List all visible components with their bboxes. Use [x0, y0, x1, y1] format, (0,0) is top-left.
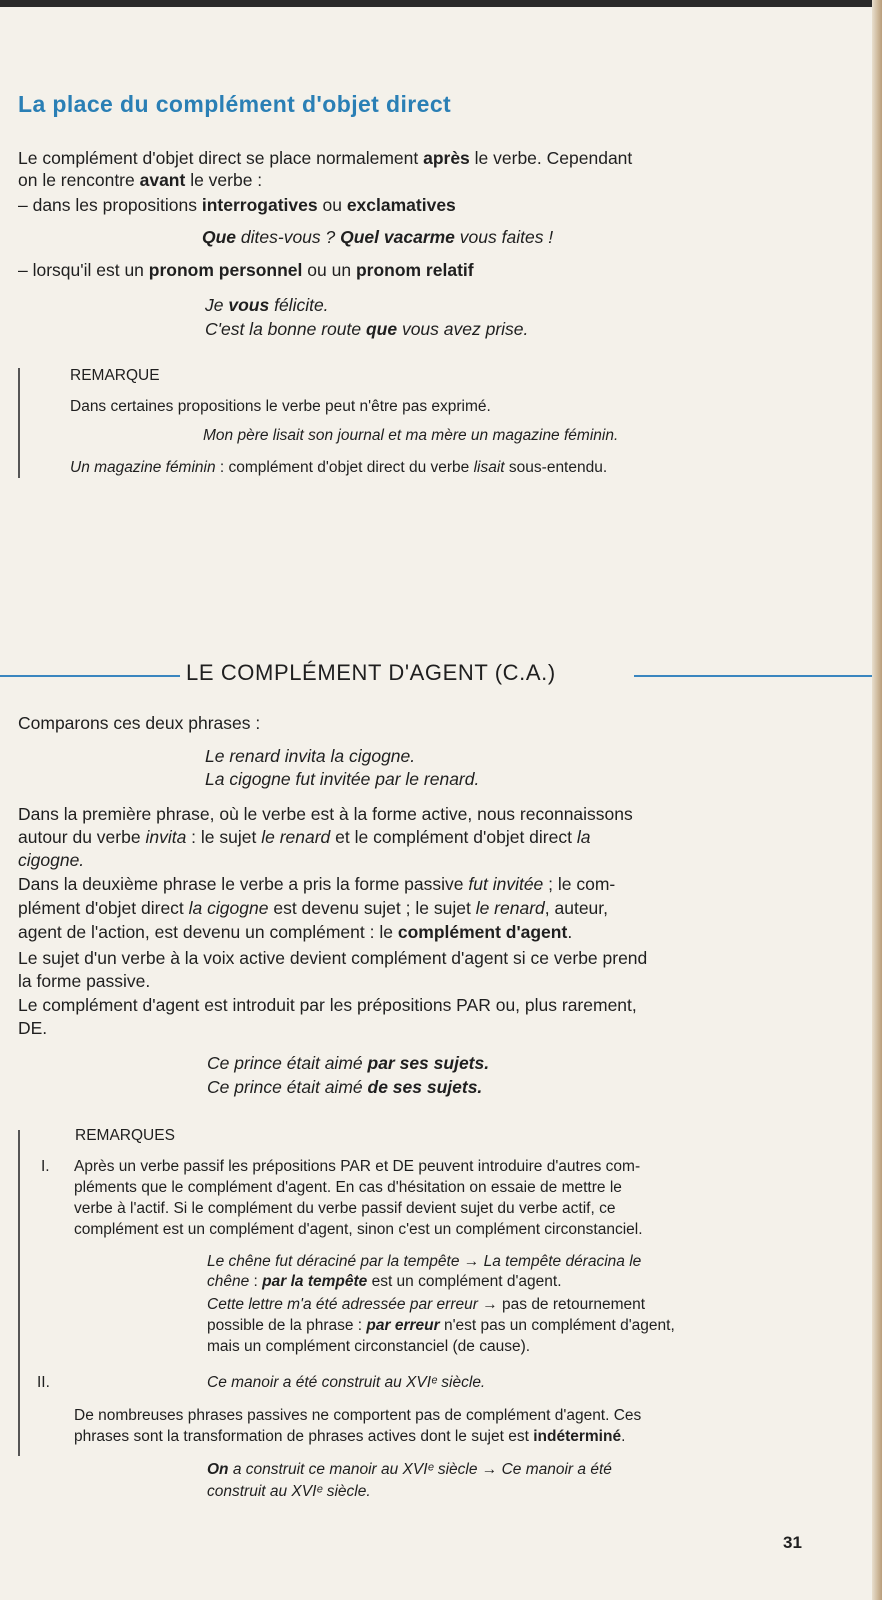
section-title: LE COMPLÉMENT D'AGENT (C.A.) — [186, 660, 556, 685]
body-text: cigogne. — [18, 850, 85, 870]
body-text: DE. — [18, 1018, 48, 1038]
body-text: autour du verbe invita : le sujet le renard et le complément d'objet direct la — [18, 827, 591, 847]
example-line: Mon père lisait son journal et ma mère un magazine féminin. — [203, 427, 619, 444]
remark-text: De nombreuses phrases passives ne comportent pas de complément d'agent. Ces — [74, 1407, 642, 1424]
body-text: agent de l'action, est devenu un complément : le complément d'agent. — [18, 922, 573, 942]
body-text: Dans la première phrase, où le verbe est à la forme active, nous reconnaissons — [18, 804, 633, 824]
remark-heading: REMARQUES — [75, 1127, 175, 1144]
example-line: Cette lettre m'a été adressée par erreur → pas de retournement — [207, 1296, 646, 1313]
case-item: – lorsqu'il est un pronom personnel ou un pronom relatif — [18, 260, 474, 280]
page-number: 31 — [783, 1533, 802, 1552]
body-text: Comparons ces deux phrases : — [18, 713, 261, 733]
remark-bar — [18, 368, 20, 478]
example-line: possible de la phrase : par erreur n'est pas un complément d'agent, — [207, 1317, 675, 1334]
example-line: mais un complément circonstanciel (de cause). — [207, 1338, 531, 1355]
body-text: Le sujet d'un verbe à la voix active devient complément d'agent si ce verbe prend — [18, 948, 648, 968]
body-text: plément d'objet direct la cigogne est devenu sujet ; le sujet le renard, auteur, — [18, 898, 609, 918]
remark-text: Dans certaines propositions le verbe peut n'être pas exprimé. — [70, 398, 491, 415]
remark-text: Un magazine féminin : complément d'objet direct du verbe lisait sous-entendu. — [70, 459, 608, 476]
intro-line: on le rencontre avant le verbe : — [18, 170, 263, 190]
page-edge — [872, 0, 882, 1600]
body-text: la forme passive. — [18, 971, 151, 991]
section-title: La place du complément d'objet direct — [18, 91, 452, 117]
example-line: Je vous félicite. — [205, 295, 329, 315]
remark-number: I. — [41, 1158, 50, 1175]
example-line: Ce manoir a été construit au XVIᵉ siècle. — [207, 1374, 486, 1391]
heading-rule-right — [634, 675, 872, 677]
remark-text: pléments que le complément d'agent. En cas d'hésitation on essaie de mettre le — [74, 1179, 622, 1196]
body-text: Dans la deuxième phrase le verbe a pris la forme passive fut invitée ; le com- — [18, 874, 616, 894]
remark-heading: REMARQUE — [70, 367, 160, 384]
top-edge — [0, 0, 882, 7]
remark-number: II. — [37, 1374, 50, 1391]
example-line: La cigogne fut invitée par le renard. — [205, 769, 480, 789]
case-item: – dans les propositions interrogatives ou exclamatives — [18, 195, 456, 215]
heading-rule-left — [0, 675, 180, 677]
example-line: C'est la bonne route que vous avez prise. — [205, 319, 529, 339]
remark-text: Après un verbe passif les prépositions PAR et DE peuvent introduire d'autres com- — [74, 1158, 641, 1175]
example-line: Ce prince était aimé de ses sujets. — [207, 1077, 483, 1097]
remark-text: verbe à l'actif. Si le complément du verbe passif devient sujet du verbe actif, ce — [74, 1200, 616, 1217]
example-line: Le chêne fut déraciné par la tempête → La tempête déracina le — [207, 1253, 642, 1270]
example-line: On a construit ce manoir au XVIᵉ siècle → Ce manoir a été — [207, 1461, 612, 1478]
remark-bar — [18, 1130, 20, 1456]
intro-line: Le complément d'objet direct se place normalement après le verbe. Cependant — [18, 148, 633, 168]
example-line: construit au XVIᵉ siècle. — [207, 1483, 371, 1500]
remark-text: phrases sont la transformation de phrases actives dont le sujet est indéterminé. — [74, 1428, 626, 1445]
example-line: Que dites-vous ? Quel vacarme vous faites ! — [202, 227, 554, 247]
example-line: Ce prince était aimé par ses sujets. — [207, 1053, 490, 1073]
example-line: chêne : par la tempête est un complément d'agent. — [207, 1273, 562, 1290]
remark-text: complément est un complément d'agent, sinon c'est un complément circonstanciel. — [74, 1221, 643, 1238]
example-line: Le renard invita la cigogne. — [205, 746, 416, 766]
body-text: Le complément d'agent est introduit par les prépositions PAR ou, plus rarement, — [18, 995, 637, 1015]
